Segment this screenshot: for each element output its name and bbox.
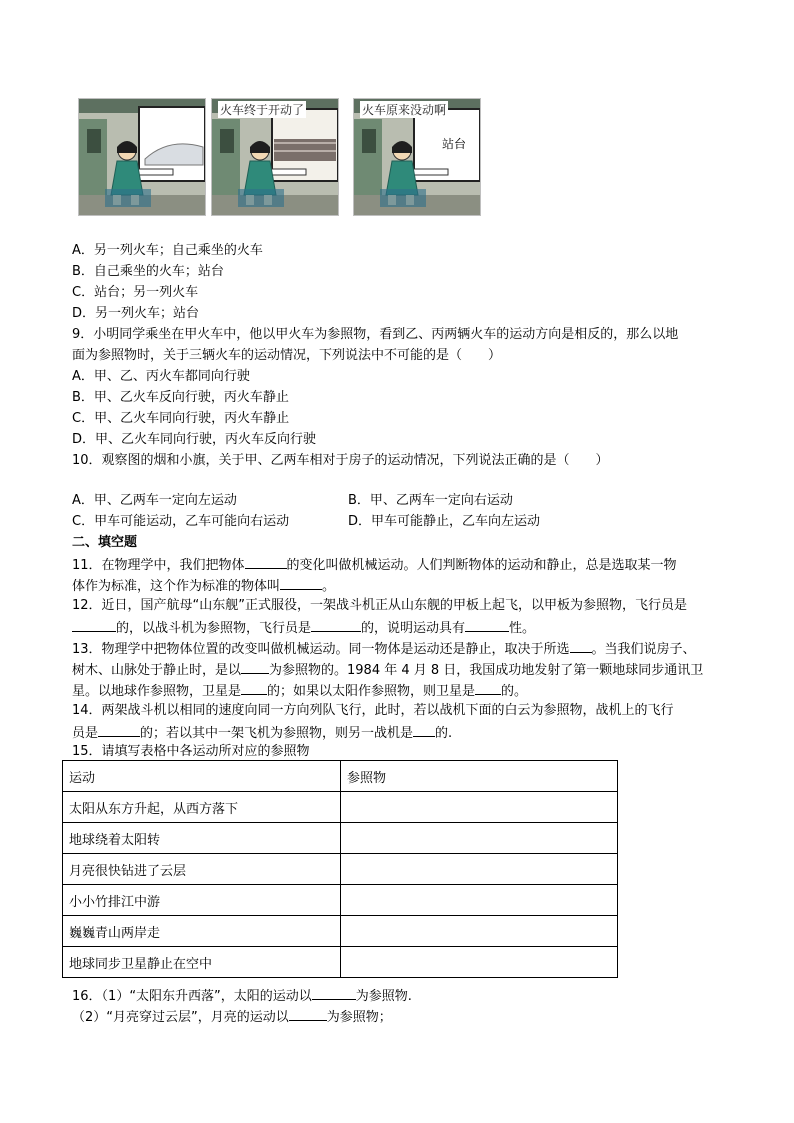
answer-blank[interactable] bbox=[570, 638, 592, 653]
train-window-illustration bbox=[79, 99, 205, 215]
q12-text: 的，以战斗机为参照物，飞行员是 bbox=[116, 621, 312, 636]
table-header-row bbox=[63, 761, 618, 792]
motion-cell: 地球绕着太阳转 bbox=[63, 823, 341, 854]
q13-line1 bbox=[72, 638, 696, 660]
table-header-cell: 参照物 bbox=[341, 761, 618, 792]
q10-option-d: D．甲车可能静止，乙车向左运动 bbox=[348, 514, 541, 529]
q13-text: 的。 bbox=[501, 684, 528, 699]
motion-cell: 太阳从东方升起，从西方落下 bbox=[63, 792, 341, 823]
q11-line1 bbox=[72, 554, 677, 576]
answer-blank[interactable] bbox=[241, 659, 269, 674]
table-header-cell: 运动 bbox=[63, 761, 341, 792]
answer-blank[interactable] bbox=[280, 575, 322, 590]
comic-panel-3 bbox=[353, 98, 481, 216]
answer-blank[interactable] bbox=[475, 680, 501, 695]
q13-text: 星。以地球作参照物，卫星是 bbox=[72, 684, 242, 699]
q8-option-b: B．自己乘坐的火车；站台 bbox=[72, 264, 224, 279]
answer-blank[interactable] bbox=[241, 680, 267, 695]
answer-blank[interactable] bbox=[312, 985, 356, 1000]
q11-text: 11．在物理学中，我们把物体 bbox=[72, 558, 245, 573]
motion-cell: 小小竹排江中游 bbox=[63, 885, 341, 916]
table-row bbox=[63, 947, 618, 978]
comic-panel-1 bbox=[78, 98, 206, 216]
q15-stem: 15．请填写表格中各运动所对应的参照物 bbox=[72, 744, 310, 759]
q14-line2 bbox=[72, 722, 452, 744]
answer-cell[interactable] bbox=[341, 792, 618, 823]
answer-blank[interactable] bbox=[465, 617, 509, 632]
q16-text: 16．（1）“太阳东升西落”，太阳的运动以 bbox=[72, 989, 312, 1004]
q13-text: 13．物理学中把物体位置的改变叫做机械运动。同一物体是运动还是静止，取决于所选 bbox=[72, 642, 570, 657]
q13-text: 。当我们说房子、 bbox=[591, 642, 696, 657]
motion-cell: 巍巍青山两岸走 bbox=[63, 916, 341, 947]
reference-frame-table bbox=[62, 760, 618, 978]
q10-option-b: B．甲、乙两车一定向右运动 bbox=[348, 493, 513, 508]
q16-text: 为参照物. bbox=[355, 989, 412, 1004]
q16-line2 bbox=[72, 1006, 392, 1028]
q9-stem-line1: 9．小明同学乘坐在甲火车中，他以甲火车为参照物，看到乙、丙两辆火车的运动方向是相反的，那么以地 bbox=[72, 327, 679, 342]
answer-blank[interactable] bbox=[413, 722, 435, 737]
q9-option-c: C．甲、乙火车同向行驶，丙火车静止 bbox=[72, 411, 290, 426]
section-title-fill-in: 二、填空题 bbox=[72, 535, 138, 550]
q10-option-c: C．甲车可能运动，乙车可能向右运动 bbox=[72, 514, 290, 529]
q14-text: 的；若以其中一架飞机为参照物，则另一战机是 bbox=[140, 726, 414, 741]
q11-text: 。 bbox=[322, 579, 336, 594]
q10-option-a: A．甲、乙两车一定向左运动 bbox=[72, 493, 237, 508]
q8-option-c: C．站台；另一列火车 bbox=[72, 285, 199, 300]
q16-text: 为参照物； bbox=[326, 1010, 392, 1025]
answer-blank[interactable] bbox=[98, 722, 140, 737]
q12-line1: 12．近日，国产航母“山东舰”正式服役，一架战斗机正从山东舰的甲板上起飞，以甲板为参照物，飞行员是 bbox=[72, 598, 688, 613]
answer-blank[interactable] bbox=[72, 617, 116, 632]
panel-caption-not-moving: 火车原来没动啊 bbox=[362, 103, 447, 117]
q9-option-b: B．甲、乙火车反向行驶，丙火车静止 bbox=[72, 390, 289, 405]
q12-line2 bbox=[72, 617, 535, 639]
motion-cell: 月亮很快钻进了云层 bbox=[63, 854, 341, 885]
q12-text: 性。 bbox=[509, 621, 536, 636]
answer-cell[interactable] bbox=[341, 823, 618, 854]
q9-option-d: D．甲、乙火车同向行驶，丙火车反向行驶 bbox=[72, 432, 317, 447]
answer-cell[interactable] bbox=[341, 854, 618, 885]
q14-text: 的. bbox=[435, 726, 453, 741]
q11-text: 的变化叫做机械运动。人们判断物体的运动和静止，总是选取某一物 bbox=[286, 558, 677, 573]
q8-option-d: D．另一列火车；站台 bbox=[72, 306, 200, 321]
table-row bbox=[63, 854, 618, 885]
answer-cell[interactable] bbox=[341, 947, 618, 978]
q16-line1 bbox=[72, 985, 412, 1007]
q12-text: 的，说明运动具有 bbox=[361, 621, 466, 636]
q13-line3 bbox=[72, 680, 527, 702]
panel-caption-moving: 火车终于开动了 bbox=[220, 103, 305, 117]
q13-line2 bbox=[72, 659, 703, 681]
answer-cell[interactable] bbox=[341, 916, 618, 947]
table-row bbox=[63, 885, 618, 916]
answer-blank[interactable] bbox=[311, 617, 361, 632]
answer-blank[interactable] bbox=[289, 1006, 327, 1021]
comic-panel-2 bbox=[211, 98, 339, 216]
answer-blank[interactable] bbox=[245, 554, 287, 569]
table-row bbox=[63, 916, 618, 947]
table-row bbox=[63, 823, 618, 854]
q10-stem: 10．观察图的烟和小旗，关于甲、乙两车相对于房子的运动情况，下列说法正确的是（ ） bbox=[72, 453, 609, 468]
q11-line2 bbox=[72, 575, 335, 597]
answer-cell[interactable] bbox=[341, 885, 618, 916]
q16-text: （2）“月亮穿过云层”，月亮的运动以 bbox=[72, 1010, 289, 1025]
q11-text: 体作为标准，这个作为标准的物体叫 bbox=[72, 579, 281, 594]
q9-stem-line2: 面为参照物时，关于三辆火车的运动情况，下列说法中不可能的是（ ） bbox=[72, 348, 502, 363]
train-comic-figure bbox=[78, 98, 480, 216]
q14-text: 员是 bbox=[72, 726, 99, 741]
q8-option-a: A．另一列火车；自己乘坐的火车 bbox=[72, 243, 263, 258]
q13-text: 为参照物的。1984 年 4 月 8 日，我国成功地发射了第一颗地球同步通讯卫 bbox=[269, 663, 704, 678]
table-row bbox=[63, 792, 618, 823]
q14-line1: 14．两架战斗机以相同的速度向同一方向列队飞行，此时，若以战机下面的白云为参照物，战机上的飞行 bbox=[72, 703, 674, 718]
q13-text: 树木、山脉处于静止时，是以 bbox=[72, 663, 242, 678]
motion-cell: 地球同步卫星静止在空中 bbox=[63, 947, 341, 978]
q13-text: 的；如果以太阳作参照物，则卫星是 bbox=[267, 684, 476, 699]
q9-option-a: A．甲、乙、丙火车都同向行驶 bbox=[72, 369, 250, 384]
platform-label: 站台 bbox=[442, 137, 467, 151]
